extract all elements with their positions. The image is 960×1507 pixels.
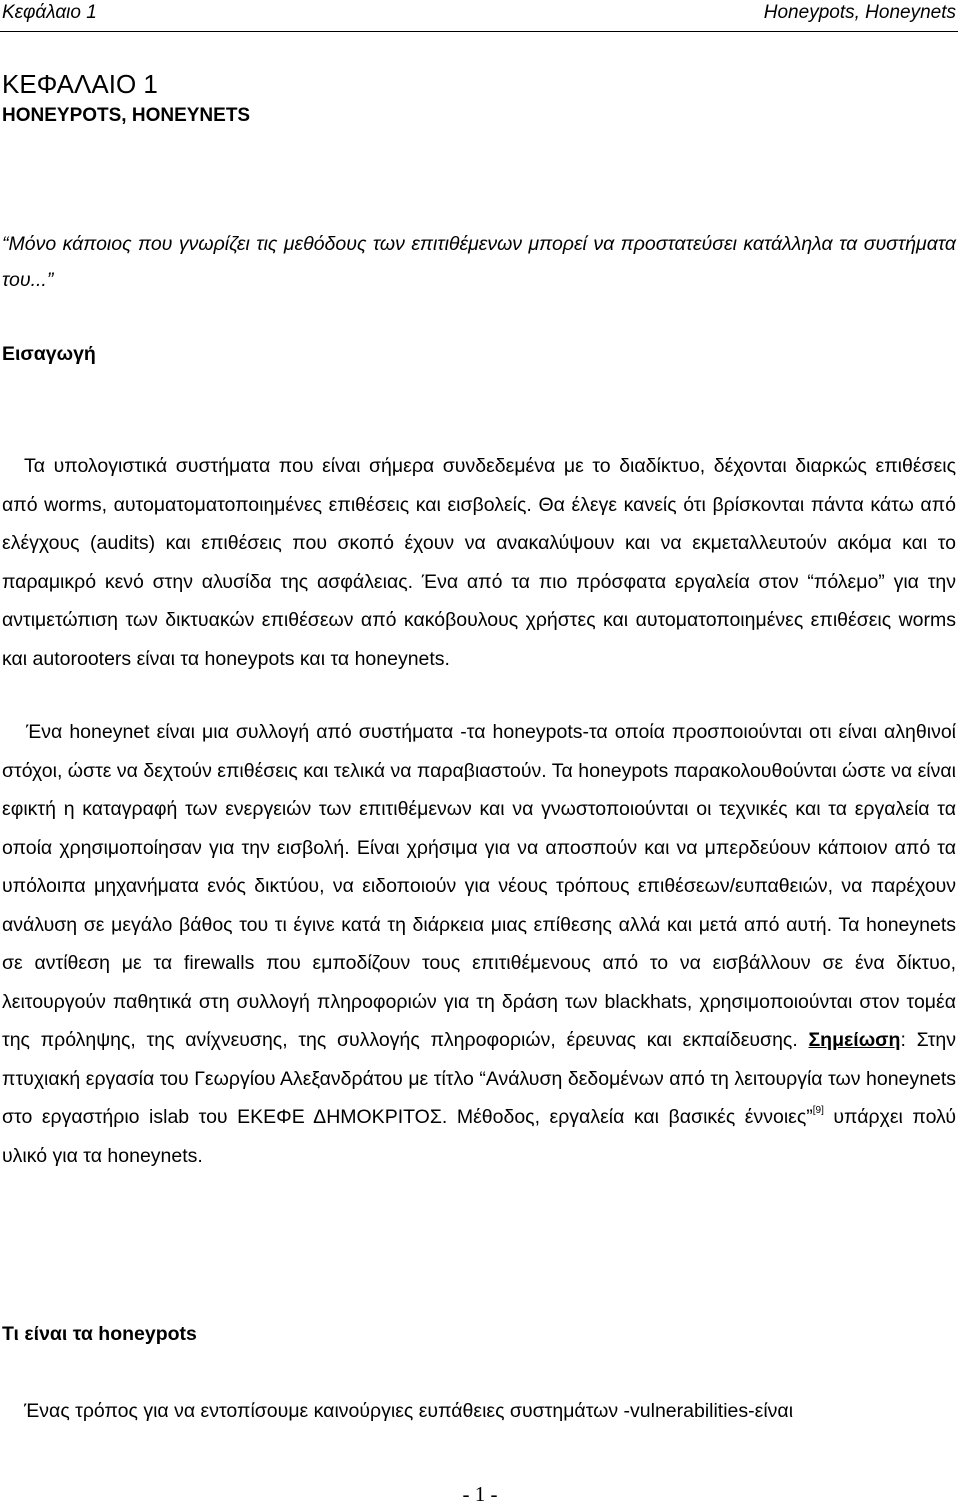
header-chapter-label: Κεφάλαιο 1 xyxy=(2,2,97,23)
epigraph-quote: “Μόνο κάποιος που γνωρίζει τις μεθόδους των επιτιθέμενων μπορεί να προστατεύσει κατάλληλα τα συστήματα του...” xyxy=(2,233,956,291)
note-label: Σημείωση xyxy=(808,1029,901,1051)
intro-paragraph-2-text: Ένα honeynet είναι μια συλλογή από συστήματα -τα honeypots-τα οποία προσποιούνται οτι είναι αληθινοί στόχοι, ώστε να δεχτούν επιθέσεις και τελικά να παραβιαστούν. Τα honeypots παρακολουθούνται ώστε να είναι εφικτή η καταγραφή των ενεργειών των επιτιθέμενων και να γνωστοποιούνται οι τεχνικές και τα εργαλεία τα οποία χρησιμοποίησαν για την εισβολή. Είναι χρήσιμα για να αποσπούν και να μπερδεύουν κάποιον από τα υπόλοιπα μηχανήματα ενός δικτύου, να ειδοποιούν για νέους τρόπους επιθέσεων/ευπαθειών, να παρέχουν ανάλυση σε μεγάλο βάθος του τι έγινε κατά τη διάρκεια μιας επίθεσης αλλά και μετά από αυτή. Τα honeynets σε αντίθεση με τα firewalls που εμποδίζουν τους επιτιθέμενους από το να εισβάλλουν σε ένα δίκτυο, λειτουργούν παθητικά στη συλλογή πληροφοριών για τη δράση των blackhats, χρησιμοποιούνται στον τομέα της πρόληψης, της ανίχνευσης, της συλλογής πληροφοριών, έρευνας και εκπαίδευσης. xyxy=(2,721,956,1051)
intro-paragraph-2 xyxy=(2,713,956,1175)
section-heading-honeypots: Τι είναι τα honeypots xyxy=(2,1323,197,1345)
page-number: - 1 - xyxy=(462,1482,498,1506)
section-heading-intro: Εισαγωγή xyxy=(2,343,96,365)
chapter-subtitle: HONEYPOTS, HONEYNETS xyxy=(2,105,251,126)
note-colon: : xyxy=(900,1029,917,1051)
honeypots-paragraph-1: Ένας τρόπος για να εντοπίσουμε καινούργιες ευπάθειες συστημάτων -vulnerabilities-είναι xyxy=(24,1400,794,1422)
note-text-end: υπάρχει πολύ υλικό για τα honeynets. xyxy=(2,1106,956,1167)
reference-marker: [9] xyxy=(812,1105,824,1116)
header-section-label: Honeypots, Honeynets xyxy=(763,2,956,23)
running-header xyxy=(0,0,958,26)
intro-paragraph-1: Τα υπολογιστικά συστήματα που είναι σήμερα συνδεδεμένα με το διαδίκτυο, δέχονται διαρκώς επιθέσεις από worms, αυτοματοματοποιημένες επιθέσεις και εισβολείς. Θα έλεγε κανείς ότι βρίσκονται πάντα κάτω από ελέγχους (audits) και επιθέσεις που σκοπό έχουν να ανακαλύψουν και να εκμεταλλευτούν ακόμα και το παραμικρό κενό στην αλυσίδα της ασφάλειας. Ένα από τα πιο πρόσφατα εργαλεία στον “πόλεμο” για την αντιμετώπιση των δικτυακών επιθέσεων από κακόβουλους χρήστες και αυτοματοποιημένες επιθέσεις worms και autorooters είναι τα honeypots και τα honeynets. xyxy=(2,455,956,670)
chapter-title: ΚΕΦΑΛΑΙΟ 1 xyxy=(2,69,158,99)
note-text: Στην πτυχιακή εργασία του Γεωργίου Αλεξανδράτου με τίτλο “Ανάλυση δεδομένων από τη λειτουργία των honeynets στο εργαστήριο islab του ΕΚΕΦΕ ΔΗΜΟΚΡΙΤΟΣ. Μέθοδος, εργαλεία και βασικές έννοιες” xyxy=(2,1029,956,1128)
header-divider xyxy=(0,31,958,32)
